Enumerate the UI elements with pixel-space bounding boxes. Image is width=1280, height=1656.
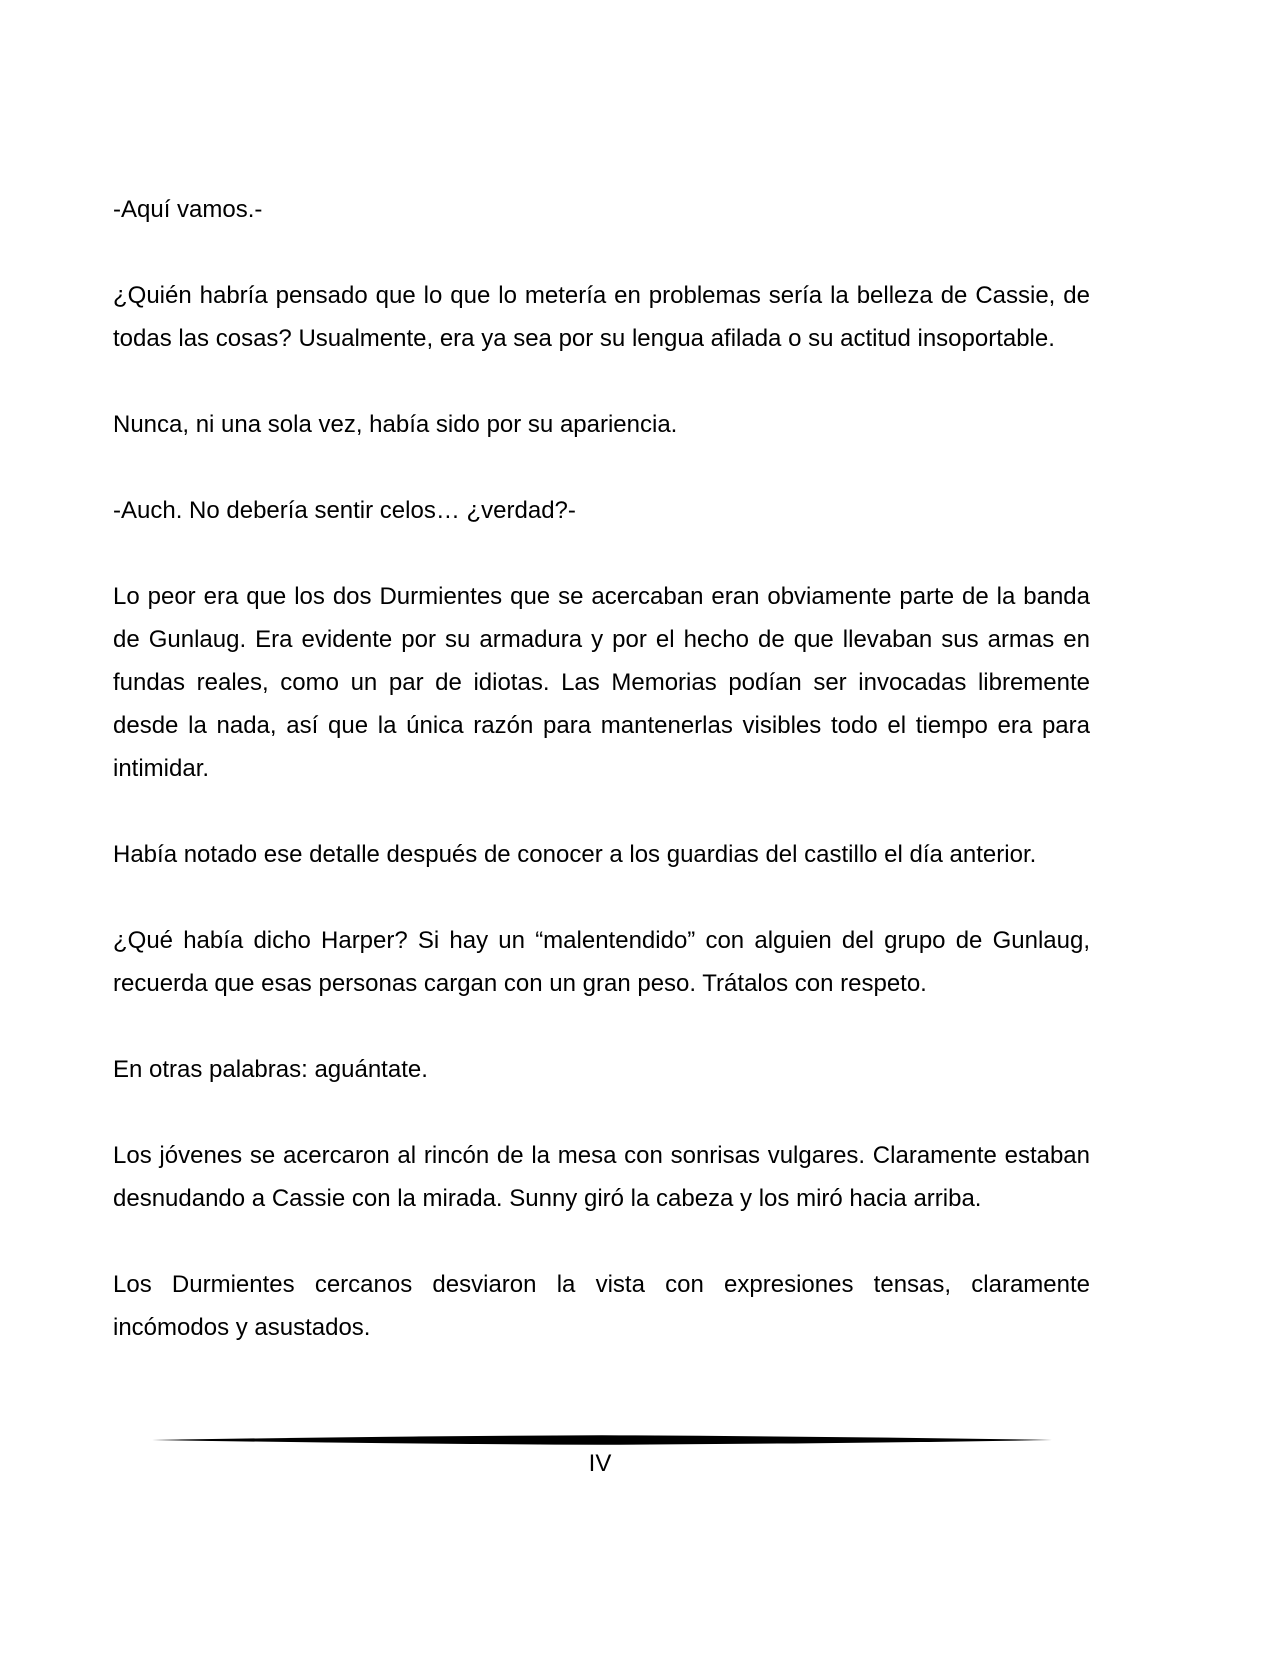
paragraph: Nunca, ni una sola vez, había sido por su apariencia.	[113, 411, 678, 438]
footer-divider	[152, 1434, 1052, 1446]
paragraph: Los Durmientes cercanos desviaron la vista con expresiones tensas, claramente incómodos y asustados.	[113, 1271, 1090, 1341]
paragraph: -Aquí vamos.-	[113, 196, 263, 223]
paragraph: Los jóvenes se acercaron al rincón de la mesa con sonrisas vulgares. Claramente estaban desnudando a Cassie con la mirada. Sunny giró la cabeza y los miró hacia arriba.	[113, 1142, 1090, 1212]
body-text	[113, 188, 1090, 1392]
paragraph: Había notado ese detalle después de conocer a los guardias del castillo el día anterior.	[113, 841, 1037, 868]
page-number: IV	[588, 1450, 612, 1477]
paragraph: -Auch. No debería sentir celos… ¿verdad?-	[113, 497, 576, 524]
paragraph: Lo peor era que los dos Durmientes que se acercaban eran obviamente parte de la banda de Gunlaug. Era evidente por su armadura y por el hecho de que llevaban sus armas en fundas reales, como un par de idiotas. Las Memorias podían ser invocadas libremente desde la nada, así que la única razón para mantenerlas visibles todo el tiempo era para intimidar.	[113, 583, 1090, 782]
paragraph: ¿Qué había dicho Harper? Si hay un “malentendido” con alguien del grupo de Gunlaug, recuerda que esas personas cargan con un gran peso. Trátalos con respeto.	[113, 927, 1090, 997]
paragraph: ¿Quién habría pensado que lo que lo metería en problemas sería la belleza de Cassie, de todas las cosas? Usualmente, era ya sea por su lengua afilada o su actitud insoportable.	[113, 282, 1090, 352]
paragraph: En otras palabras: aguántate.	[113, 1056, 428, 1083]
